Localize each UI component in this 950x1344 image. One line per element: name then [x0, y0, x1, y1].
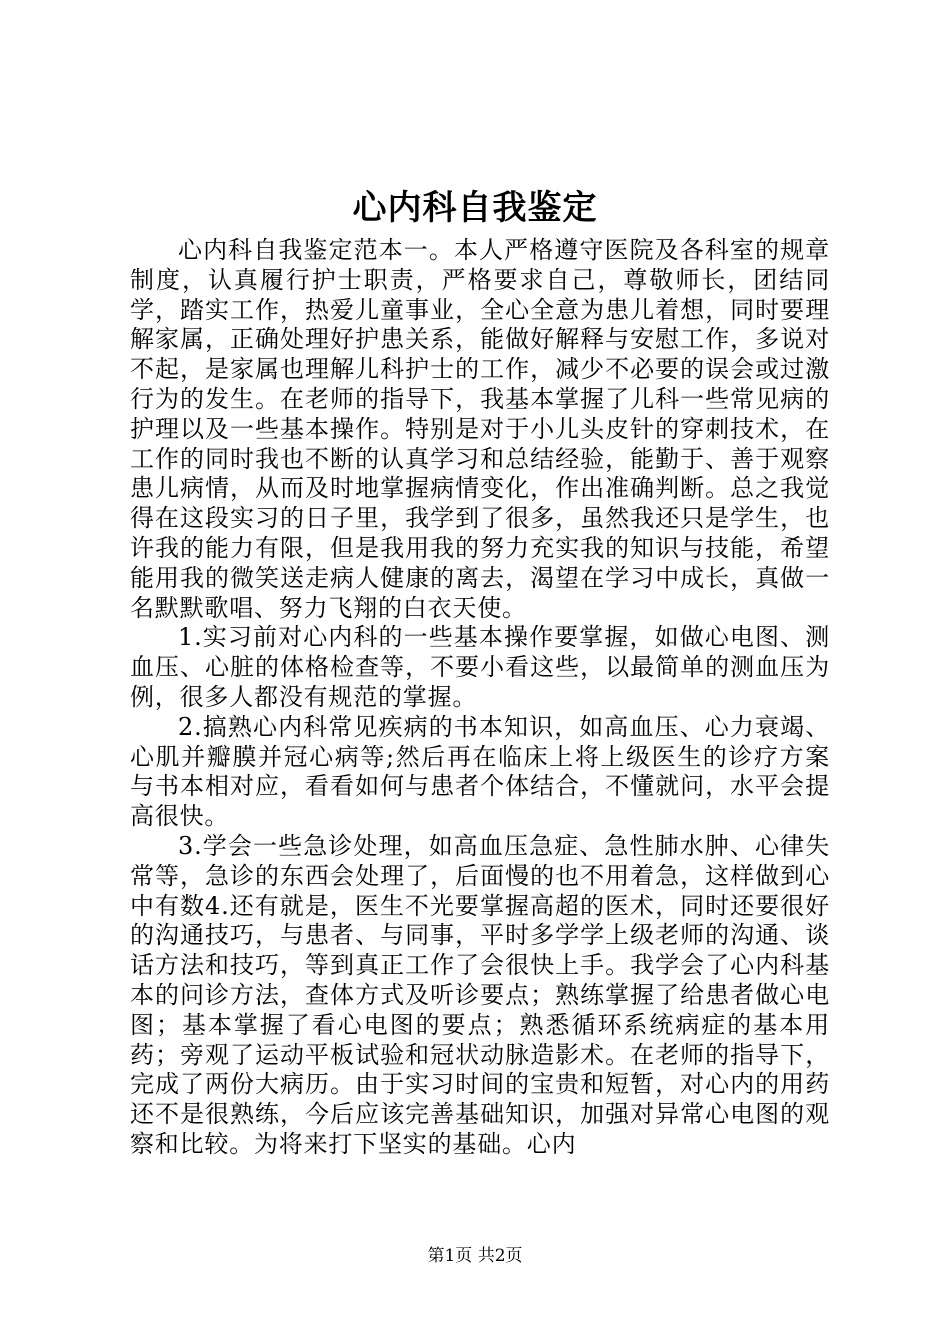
document-body [130, 236, 830, 1160]
page-number-footer: 第1页 共2页 [427, 1246, 523, 1266]
paragraph-4: 3.学会一些急诊处理，如高血压急症、急性肺水肿、心律失常等，急诊的东西会处理了，后面慢的也不用着急，这样做到心中有数4.还有就是，医生不光要掌握高超的医术，同时还要很好的沟通技巧，与患者、与同事，平时多学学上级老师的沟通、谈话方法和技巧，等到真正工作了会很快上手。我学会了心内科基本的问诊方法，查体方式及听诊要点；熟练掌握了给患者做心电图；基本掌握了看心电图的要点；熟悉循环系统病症的基本用药；旁观了运动平板试验和冠状动脉造影术。在老师的指导下，完成了两份大病历。由于实习时间的宝贵和短暂，对心内的用药还不是很熟练，今后应该完善基础知识，加强对异常心电图的观察和比较。为将来打下坚实的基础。心内 [130, 831, 830, 1158]
document-title: 心内科自我鉴定 [352, 188, 598, 228]
paragraph-2: 1.实习前对心内科的一些基本操作要掌握，如做心电图、测血压、心脏的体格检查等，不要小看这些，以最简单的测血压为例，很多人都没有规范的掌握。 [130, 623, 830, 711]
paragraph-3: 2.搞熟心内科常见疾病的书本知识，如高血压、心力衰竭、心肌并瓣膜并冠心病等;然后再在临床上将上级医生的诊疗方案与书本相对应，看看如何与患者个体结合，不懂就问，水平会提高很快。 [130, 712, 830, 831]
paragraph-1: 心内科自我鉴定范本一。本人严格遵守医院及各科室的规章制度，认真履行护士职责，严格要求自己，尊敬师长，团结同学，踏实工作，热爱儿童事业，全心全意为患儿着想，同时要理解家属，正确处理好护患关系，能做好解释与安慰工作，多说对不起，是家属也理解儿科护士的工作，减少不必要的误会或过激行为的发生。在老师的指导下，我基本掌握了儿科一些常见病的护理以及一些基本操作。特别是对于小儿头皮针的穿刺技术，在工作的同时我也不断的认真学习和总结经验，能勤于、善于观察患儿病情，从而及时地掌握病情变化，作出准确判断。总之我觉得在这段实习的日子里，我学到了很多，虽然我还只是学生，也许我的能力有限，但是我用我的努力充实我的知识与技能，希望能用我的微笑送走病人健康的离去，渴望在学习中成长，真做一名默默歌唱、努力飞翔的白衣天使。 [130, 236, 830, 622]
